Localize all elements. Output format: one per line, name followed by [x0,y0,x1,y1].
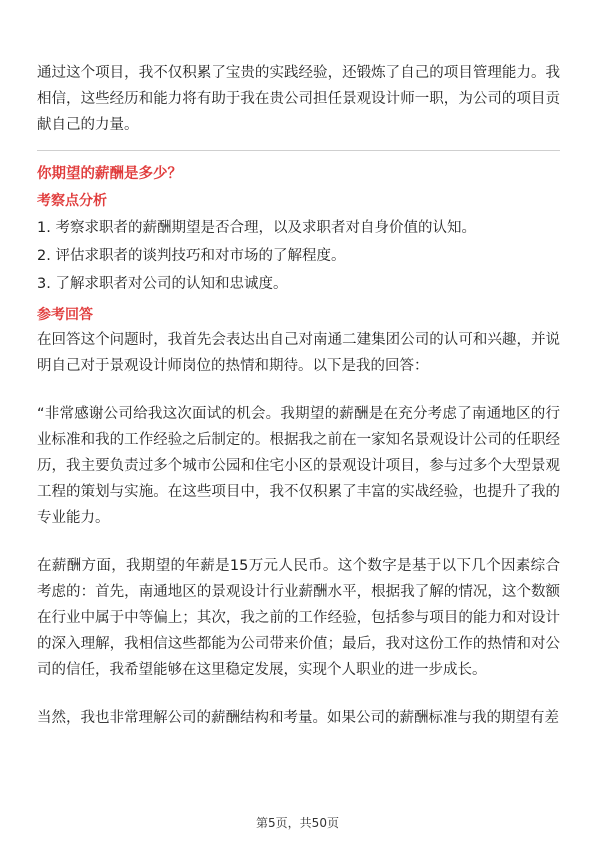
section-divider [37,150,560,151]
analysis-item: 2. 评估求职者的谈判技巧和对市场的了解程度。 [37,248,346,264]
paragraph-gap [37,683,560,705]
answer-paragraph: 在薪酬方面，我期望的年薪是15万元人民币。这个数字是基于以下几个因素综合考虑的：首先，南通地区的景观设计行业薪酬水平，根据我了解的情况，这个数额在行业中属于中等偏上；其次，我之前的工作经验，包括参与项目的能力和对设计的深入理解，我相信这些都能为公司带来价值；最后，我对这份工作的热情和对公司的信任，我希望能够在这里稳定发展，实现个人职业的进一步成长。 [37,558,560,678]
answer-paragraph: 当然，我也非常理解公司的薪酬结构和考量。如果公司的薪酬标准与我的期望有差 [37,710,559,726]
answer-paragraph: “非常感谢公司给我这次面试的机会。我期望的薪酬是在充分考虑了南通地区的行业标准和我的工作经验之后制定的。根据我之前在一家知名景观设计公司的任职经历，我主要负责过多个城市公园和住宅小区的景观设计项目，参与过多个大型景观工程的策划与实施。在这些项目中，我不仅积累了丰富的实战经验，也提升了我的专业能力。 [37,406,560,526]
answer-paragraph: 在回答这个问题时，我首先会表达出自己对南通二建集团公司的认可和兴趣，并说明自己对于景观设计师岗位的热情和期待。以下是我的回答： [37,332,560,374]
answer-title: 参考回答 [37,307,93,323]
paragraph-gap [37,379,560,401]
analysis-item: 1. 考察求职者的薪酬期望是否合理，以及求职者对自身价值的认知。 [37,220,476,236]
question-heading: 你期望的薪酬是多少？ [37,166,182,182]
paragraph-gap [37,531,560,553]
analysis-item: 3. 了解求职者对公司的认知和忠诚度。 [37,276,288,292]
page-content [37,60,560,731]
page-footer: 第5页，共50页 [256,816,339,830]
intro-paragraph: 通过这个项目，我不仅积累了宝贵的实践经验，还锻炼了自己的项目管理能力。我相信，这些经历和能力将有助于我在贵公司担任景观设计师一职，为公司的项目贡献自己的力量。 [37,65,560,133]
analysis-title: 考察点分析 [37,193,107,209]
